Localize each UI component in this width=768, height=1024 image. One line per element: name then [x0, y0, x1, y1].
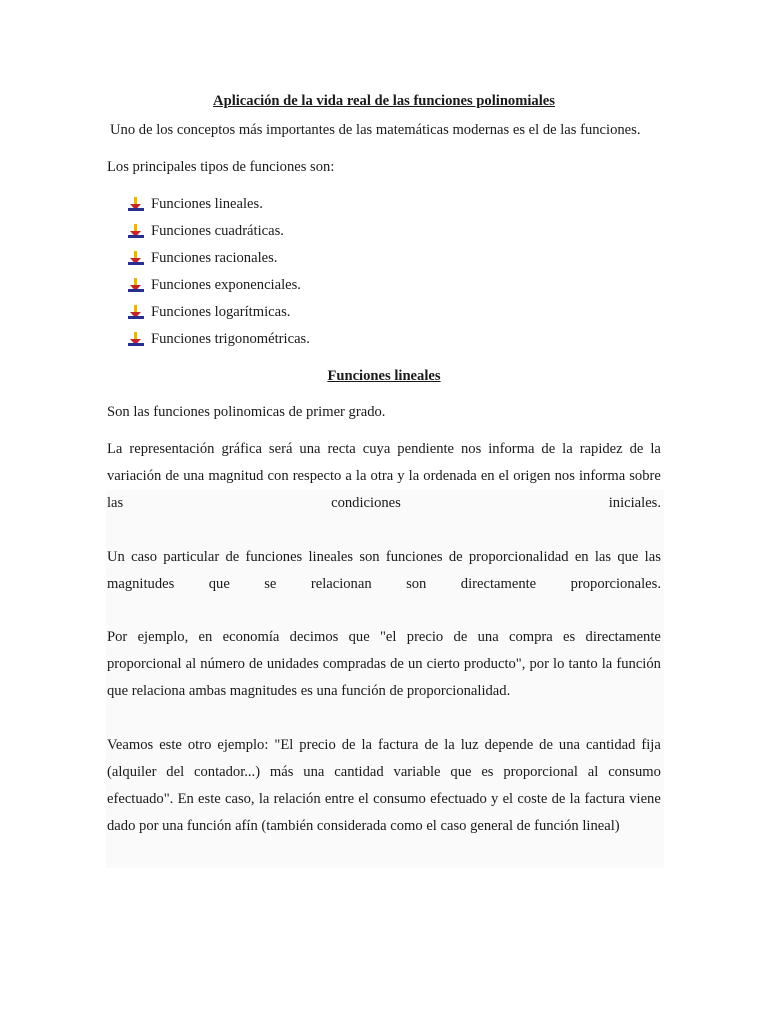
word: de	[453, 629, 468, 645]
word: iniciales.	[608, 495, 661, 511]
paragraph-line	[107, 655, 661, 673]
word: se	[264, 576, 277, 592]
word: factura	[378, 737, 419, 753]
word: magnitudes	[107, 576, 175, 592]
word: un	[407, 656, 423, 672]
word: nos	[461, 441, 482, 457]
word: por	[529, 656, 549, 672]
word: ejemplo,	[137, 629, 189, 645]
word: que	[617, 549, 639, 565]
word: fija	[641, 737, 661, 753]
word: gráfica	[221, 441, 262, 457]
word: que	[348, 629, 370, 645]
word: el	[358, 791, 369, 807]
list-item	[128, 330, 310, 348]
arrow-down-bullet-icon	[128, 251, 144, 265]
list-item	[128, 303, 290, 321]
word: En	[177, 791, 194, 807]
arrow-down-bullet-icon	[128, 332, 144, 346]
word: consumo	[373, 791, 426, 807]
word: de	[248, 656, 263, 672]
word: rapidez	[579, 441, 623, 457]
word: informa	[488, 441, 535, 457]
paragraph-line: que relaciona ambas magnitudes es una función de proporcionalidad.	[107, 683, 511, 699]
word: la	[361, 737, 373, 753]
paragraph-line: dado por una función afín (también considerada como el caso general de función lineal)	[107, 818, 620, 834]
word: más	[269, 764, 294, 780]
word: origen	[513, 468, 551, 484]
intro-paragraph: Uno de los conceptos más importantes de las matemáticas modernas es el de las funciones.	[110, 122, 641, 138]
word: La	[107, 441, 123, 457]
shaded-text-block	[106, 490, 664, 868]
word: función	[616, 656, 661, 672]
document-title: Aplicación de la vida real de las funciones polinomiales	[213, 93, 555, 109]
section-title: Funciones lineales	[327, 368, 441, 384]
word: contador...)	[194, 764, 261, 780]
word: producto",	[463, 656, 526, 672]
arrow-down-bullet-icon	[128, 278, 144, 292]
word: efectuado".	[107, 791, 174, 807]
word: depende	[484, 737, 534, 753]
word: de	[390, 656, 404, 672]
word: en	[198, 629, 213, 645]
arrow-down-bullet-icon	[128, 197, 144, 211]
word: es	[481, 764, 494, 780]
word: condiciones	[331, 495, 401, 511]
word: factura	[584, 791, 625, 807]
word: precio	[299, 737, 336, 753]
word: una	[558, 737, 580, 753]
word: Veamos	[107, 737, 154, 753]
word: directamente	[460, 576, 537, 592]
word: "El	[274, 737, 294, 753]
word: ejemplo:	[217, 737, 269, 753]
word: cuya	[362, 441, 391, 457]
word: proporcional	[503, 764, 578, 780]
word: número	[200, 656, 245, 672]
word: en	[480, 468, 495, 484]
word: la	[444, 737, 455, 753]
word: cantidad	[585, 737, 636, 753]
word: la	[650, 441, 661, 457]
word: funciones	[385, 549, 443, 565]
word: decimos	[289, 629, 339, 645]
paragraph-line	[107, 790, 661, 808]
paragraph-line	[107, 736, 661, 754]
word: relacionan	[310, 576, 372, 592]
word: son	[359, 549, 380, 565]
paragraph-line	[107, 440, 661, 458]
word: lo	[553, 656, 565, 672]
word: directamente	[585, 629, 661, 645]
word: del	[166, 764, 185, 780]
word: de	[225, 549, 240, 565]
word: proporcional	[107, 656, 182, 672]
word: al	[185, 656, 197, 672]
word: magnitud	[208, 468, 264, 484]
list-item-label: Funciones lineales.	[151, 196, 263, 212]
list-item	[128, 195, 263, 213]
paragraph-line	[107, 467, 661, 485]
word: consumo	[608, 764, 661, 780]
word: caso	[131, 549, 158, 565]
word: representación	[129, 441, 215, 457]
word: que	[208, 576, 230, 592]
word: de	[629, 441, 644, 457]
word: las	[107, 495, 124, 511]
word: particular	[163, 549, 220, 565]
word: de	[424, 737, 439, 753]
word: será	[268, 441, 293, 457]
arrow-down-bullet-icon	[128, 224, 144, 238]
word: (alquiler	[107, 764, 157, 780]
word: y	[491, 791, 499, 807]
word: las	[594, 549, 612, 565]
word: la	[569, 791, 581, 807]
word: nos	[554, 468, 575, 484]
word: cierto	[426, 656, 460, 672]
list-item-label: Funciones trigonométricas.	[151, 331, 310, 347]
types-heading: Los principales tipos de funciones son:	[107, 159, 335, 175]
paragraph-line	[107, 763, 661, 781]
word: Un	[107, 549, 125, 565]
word: son	[406, 576, 427, 592]
word: proporcionales.	[570, 576, 661, 592]
list-item	[128, 276, 301, 294]
word: Por	[107, 629, 128, 645]
word: tanto	[568, 656, 598, 672]
word: que	[450, 764, 472, 780]
word: variable	[393, 764, 441, 780]
word: es	[563, 629, 576, 645]
arrow-down-bullet-icon	[128, 305, 144, 319]
word: de	[341, 737, 356, 753]
word: al	[587, 764, 599, 780]
word: de	[541, 441, 556, 457]
list-item	[128, 249, 277, 267]
word: compradas	[322, 656, 386, 672]
list-item-label: Funciones exponenciales.	[151, 277, 301, 293]
word: de	[448, 549, 463, 565]
word: una	[303, 764, 325, 780]
word: informa	[578, 468, 626, 484]
word: de	[539, 737, 553, 753]
word: relación	[273, 791, 321, 807]
word: variación	[107, 468, 162, 484]
list-item	[128, 222, 284, 240]
word: otra	[370, 468, 394, 484]
word: unidades	[266, 656, 319, 672]
word: este	[159, 737, 182, 753]
word: la	[601, 656, 613, 672]
list-item-label: Funciones cuadráticas.	[151, 223, 284, 239]
word: de	[551, 791, 566, 807]
word: las	[644, 549, 661, 565]
list-item-label: Funciones racionales.	[151, 250, 278, 266]
paragraph-line	[107, 548, 661, 566]
word: con	[267, 468, 289, 484]
word: luz	[460, 737, 479, 753]
word: proporcionalidad	[468, 549, 569, 565]
word: a	[345, 468, 352, 484]
word: la	[258, 791, 270, 807]
word: y	[397, 468, 405, 484]
paragraph-line	[107, 575, 661, 593]
word: en	[574, 549, 589, 565]
paragraph-1: Son las funciones polinomicas de primer grado.	[107, 404, 386, 420]
word: viene	[629, 791, 661, 807]
word: sobre	[629, 468, 661, 484]
word: efectuado	[430, 791, 487, 807]
word: este	[198, 791, 221, 807]
paragraph-line	[107, 494, 661, 512]
word: recta	[327, 441, 356, 457]
word: "el	[379, 629, 397, 645]
paragraph-line	[107, 628, 661, 646]
word: coste	[517, 791, 548, 807]
word: pendiente	[397, 441, 455, 457]
word: precio	[406, 629, 444, 645]
word: la	[355, 468, 367, 484]
word: el	[502, 791, 514, 807]
word: otro	[187, 737, 212, 753]
word: la	[408, 468, 420, 484]
word: economía	[222, 629, 280, 645]
word: entre	[324, 791, 355, 807]
word: ordenada	[423, 468, 477, 484]
word: una	[299, 441, 321, 457]
word: la	[562, 441, 573, 457]
list-item-label: Funciones logarítmicas.	[151, 304, 291, 320]
word: caso,	[225, 791, 255, 807]
word: una	[477, 629, 499, 645]
word: de	[165, 468, 180, 484]
word: cantidad	[334, 764, 384, 780]
word: funciones	[245, 549, 303, 565]
word: compra	[508, 629, 553, 645]
word: una	[183, 468, 205, 484]
word: lineales	[308, 549, 354, 565]
word: respecto	[292, 468, 342, 484]
word: el	[498, 468, 510, 484]
